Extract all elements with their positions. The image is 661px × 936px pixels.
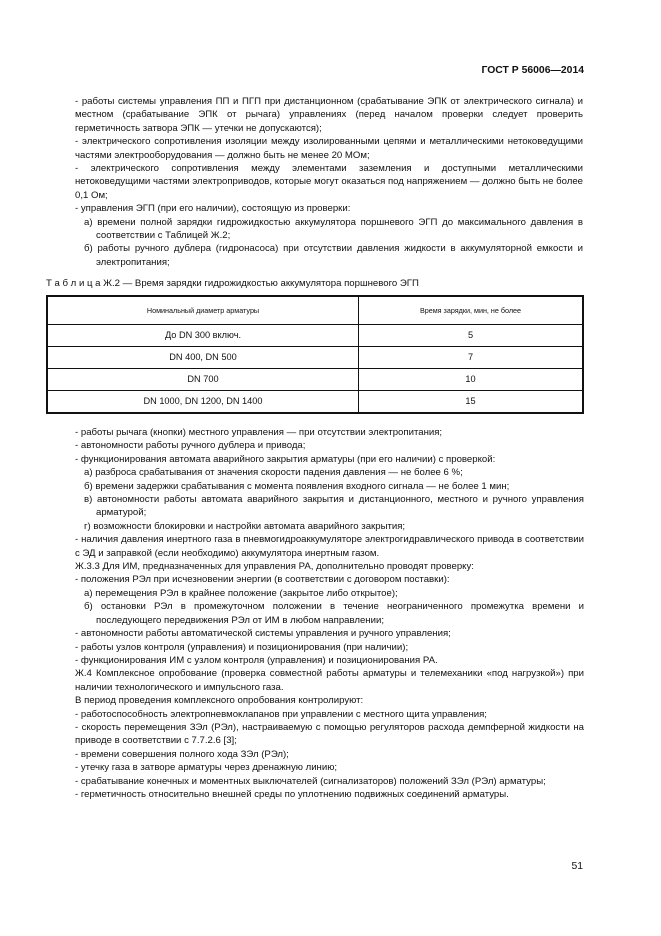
paragraph: - функционирования автомата аварийного закрытия арматуры (при его наличии) с проверкой: <box>75 453 496 465</box>
page-number: 51 <box>571 861 583 872</box>
paragraph-text: - работы системы управления ПП и ПГП при дистанционном (срабатывание ЭПК от электрического сигнала) и местном (срабатывание ЭПК от рычага) управлениях (перед началом проверки следует проверить герметичность затвора ЭПК — утечки не допускаются); <box>75 96 583 134</box>
table-cell: 7 <box>359 347 584 369</box>
text-block-1 <box>75 95 583 269</box>
paragraph: - электрического сопротивления изоляции между изолированными цепями и металлическими нетоковедущими частями электрооборудования — должно быть не менее 20 МОм; <box>75 136 583 161</box>
table-cell: 10 <box>359 369 584 391</box>
paragraph: В период проведения комплексного опробования контролируют: <box>75 695 364 707</box>
list-item: а) разброса срабатывания от значения скорости падения давления — не более 6 %; <box>84 467 463 479</box>
table-caption: Т а б л и ц а Ж.2 — Время зарядки гидрожидкостью аккумулятора поршневого ЭГП <box>46 278 419 289</box>
paragraph: - работы рычага (кнопки) местного управления — при отсутствии электропитания; <box>75 427 443 438</box>
paragraph: - автономности работы автоматической системы управления и ручного управления; <box>75 628 451 640</box>
paragraph: - времени совершения полного хода ЗЭл (РЭл); <box>75 748 289 760</box>
document-code: ГОСТ Р 56006—2014 <box>481 65 584 76</box>
list-item: б) работы ручного дублера (гидронасоса) при отсутствии давления жидкости в аккумуляторной емкости и электропитания; <box>84 243 583 268</box>
list-item: б) остановки РЭл в промежуточном положении в течение неограниченного промежутка времени и последующего передвижения РЭл от ИМ в любом направлении; <box>84 601 584 626</box>
paragraph: - герметичность относительно внешней среды по уплотнению подвижных соединений арматуры. <box>75 788 509 800</box>
table-cell: DN 700 <box>47 369 359 391</box>
paragraph: - работоспособность электропневмоклапанов при управлении с местного щита управления; <box>75 708 487 720</box>
list-item: а) времени полной зарядки гидрожидкостью аккумулятора поршневого ЭГП до максимального давления в соответствии с Таблицей Ж.2; <box>84 216 583 242</box>
paragraph: - наличия давления инертного газа в пневмогидроаккумуляторе электрогидравлического привода в соответствии с ЭД и заправкой (если необходимо) аккумулятора инертным газом. <box>75 534 584 559</box>
column-header: Время зарядки, мин, не более <box>359 296 584 325</box>
paragraph: - функционирования ИМ с узлом контроля (управления) и позиционирования РА. <box>75 654 438 666</box>
table-cell: До DN 300 включ. <box>47 325 359 347</box>
charge-time-table <box>46 295 584 414</box>
table-cell: DN 400, DN 500 <box>47 347 359 369</box>
list-item: б) времени задержки срабатывания с момента появления входного сигнала — не более 1 мин; <box>84 480 510 492</box>
list-item: г) возможности блокировки и настройки автомата аварийного закрытия; <box>84 520 406 532</box>
table-cell: 15 <box>359 391 584 414</box>
table-cell: DN 1000, DN 1200, DN 1400 <box>47 391 359 414</box>
table-header-row <box>47 296 583 325</box>
column-header: Номинальный диаметр арматуры <box>47 296 359 325</box>
paragraph: - работы узлов контроля (управления) и позиционирования (при наличии); <box>75 641 409 653</box>
paragraph: - автономности работы ручного дублера и привода; <box>75 440 306 452</box>
paragraph <box>75 95 583 135</box>
paragraph: - положения РЭл при исчезновении энергии (в соответствии с договором поставки): <box>75 574 450 586</box>
table-row <box>47 369 583 391</box>
list-item: а) перемещения РЭл в крайнее положение (закрытое либо открытое); <box>84 587 398 599</box>
paragraph: Ж.3.3 Для ИМ, предназначенных для управления РА, дополнительно проводят проверку: <box>75 561 474 573</box>
paragraph: - скорость перемещения ЗЭл (РЭл), настраиваемую с помощью регуляторов расхода демпферной жидкости на приводе в соответствии с 7.7.2.6 [3]; <box>75 721 584 747</box>
paragraph: Ж.4 Комплексное опробование (проверка совместной работы арматуры и телемеханики «под нагрузкой») при наличии технологического и импульсного газа. <box>75 668 584 693</box>
paragraph: - утечку газа в затворе арматуры через дренажную линию; <box>75 762 338 774</box>
paragraph: - электрического сопротивления между элементами заземления и доступными металлическими нетоковедущими частями электроприводов, которые могут оказаться под напряжением — должно быть не более 0,1 Ом; <box>75 163 583 201</box>
paragraph: - срабатывание конечных и моментных выключателей (сигнализаторов) положений ЗЭл (РЭл) арматуры; <box>75 775 546 787</box>
table-row <box>47 347 583 369</box>
text-block-2 <box>46 426 584 801</box>
table-row <box>47 391 583 414</box>
table-cell: 5 <box>359 325 584 347</box>
list-item: в) автономности работы автомата аварийного закрытия и дистанционного, местного и ручного управления арматурой; <box>84 494 584 519</box>
table-row <box>47 325 583 347</box>
paragraph: - управления ЭГП (при его наличии), состоящую из проверки: <box>75 203 351 215</box>
